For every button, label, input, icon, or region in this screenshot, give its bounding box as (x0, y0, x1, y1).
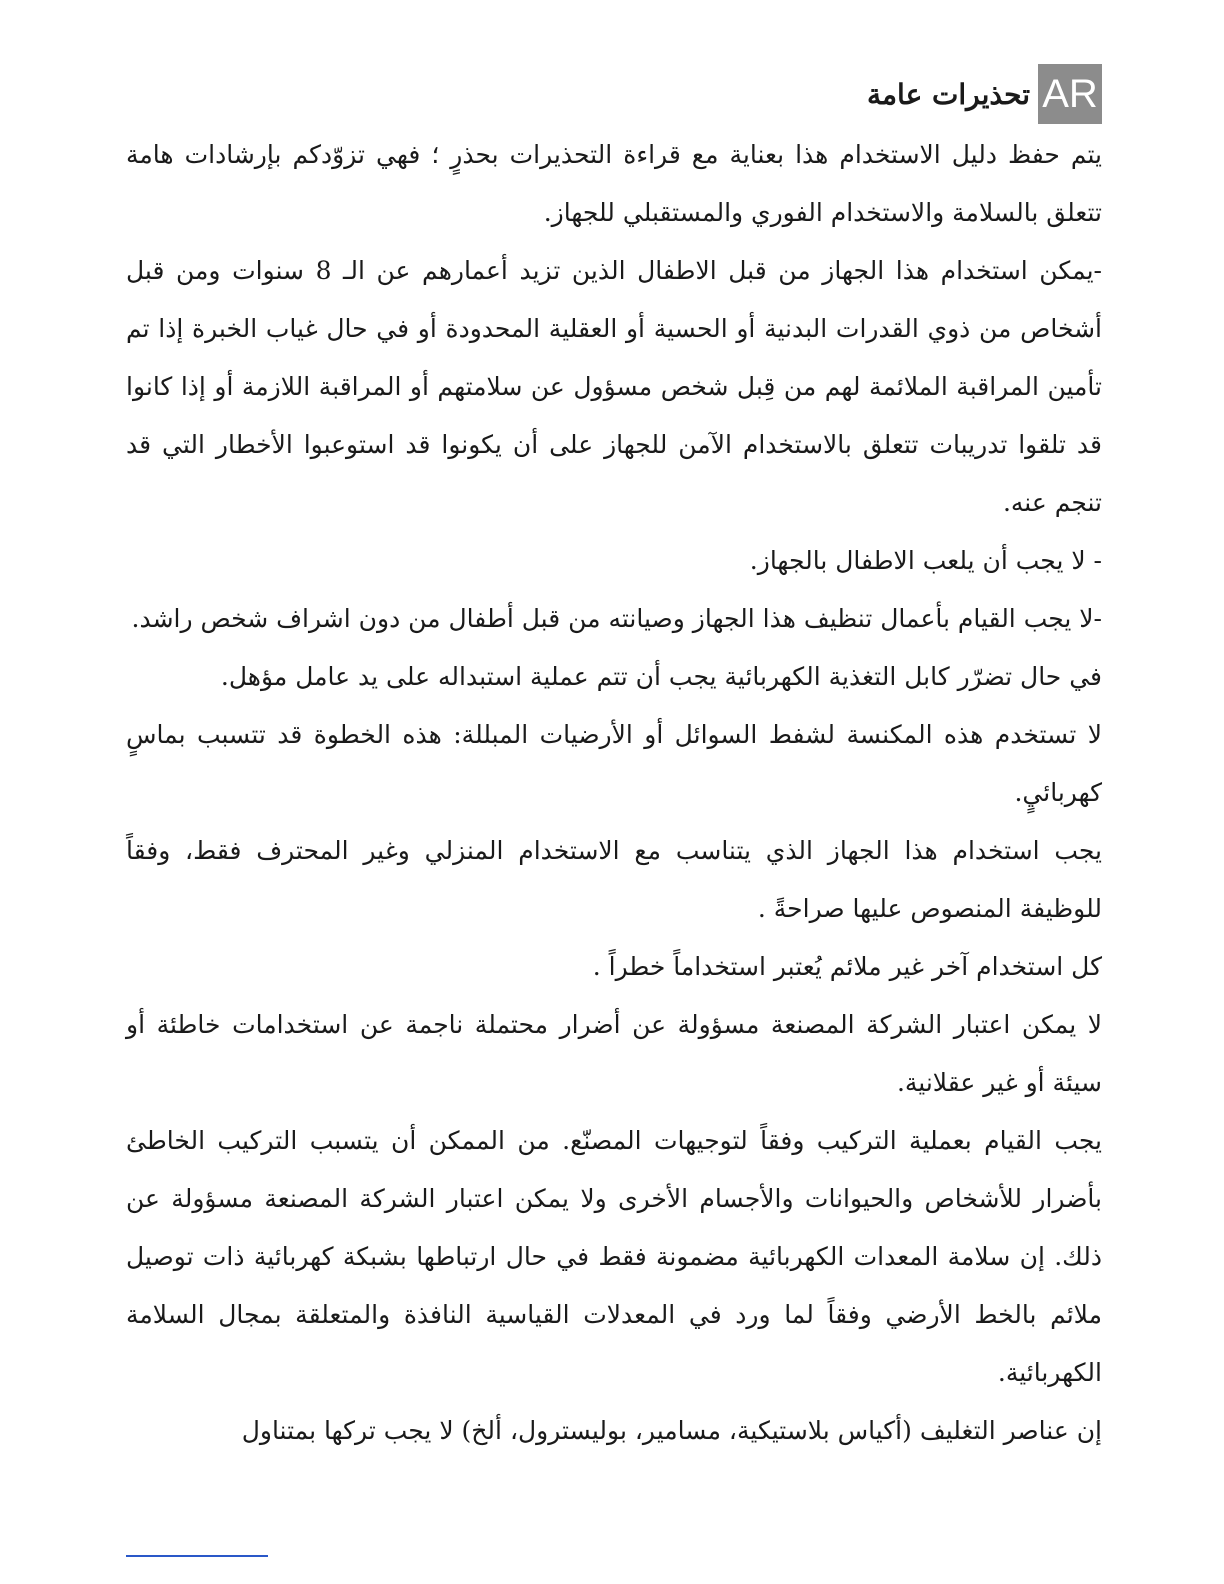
paragraph-liability: لا يمكن اعتبار الشركة المصنعة مسؤولة عن أضرار محتملة ناجمة عن استخدامات خاطئة أو سيئة أو غير عقلانية. (126, 1010, 1102, 1097)
paragraph-liquids-warning: لا تستخدم هذه المكنسة لشفط السوائل أو الأرضيات المبللة: هذه الخطوة قد تتسبب بماسٍ كهربائيٍ. (126, 720, 1102, 807)
paragraph-children-play: - لا يجب أن يلعب الاطفال بالجهاز. (749, 546, 1102, 575)
section-title: تحذيرات عامة (867, 77, 1030, 111)
paragraph-improper-use: كل استخدام آخر غير ملائم يُعتبر استخداماً خطراً . (592, 952, 1102, 981)
paragraph-packaging: إن عناصر التغليف (أكياس بلاستيكية، مسامير، بوليسترول، ألخ) لا يجب تركها بمتناول (241, 1416, 1102, 1445)
footnote-divider (126, 1555, 268, 1557)
language-badge: AR (1038, 64, 1102, 124)
paragraph-children-usage: -يمكن استخدام هذا الجهاز من قبل الاطفال الذين تزيد أعمارهم عن الـ 8 سنوات ومن قبل أشخاص من ذوي القدرات البدنية أو الحسية أو العقلية المحدودة أو في حال غياب الخبرة إذا تم تأمين المراقبة الملائمة لهم من قِبل شخص مسؤول عن سلامتهم أو المراقبة اللازمة أو إذا كانوا قد تلقوا تدريبات تتعلق بالاستخدام الآمن للجهاز على أن يكونوا قد استوعبوا الأخطار التي قد تنجم عنه. (126, 256, 1102, 517)
warnings-body (126, 126, 1102, 1460)
paragraph-household-use: يجب استخدام هذا الجهاز الذي يتناسب مع الاستخدام المنزلي وغير المحترف فقط، وفقاً للوظيفة المنصوص عليها صراحةً . (126, 836, 1102, 923)
paragraph-intro: يتم حفظ دليل الاستخدام هذا بعناية مع قراءة التحذيرات بحذرٍ ؛ فهي تزوّدكم بإرشادات هامة تتعلق بالسلامة والاستخدام الفوري والمستقبلي للجهاز. (126, 140, 1102, 227)
section-header (867, 64, 1102, 124)
paragraph-power-cable: في حال تضرّر كابل التغذية الكهربائية يجب أن تتم عملية استبداله على يد عامل مؤهل. (220, 662, 1102, 691)
paragraph-installation: يجب القيام بعملية التركيب وفقاً لتوجيهات المصنّع. من الممكن أن يتسبب التركيب الخاطئ بأضرار للأشخاص والحيوانات والأجسام الأخرى ولا يمكن اعتبار الشركة المصنعة مسؤولة عن ذلك. إن سلامة المعدات الكهربائية مضمونة فقط في حال ارتباطها بشبكة كهربائية ذات توصيل ملائم بالخط الأرضي وفقاً لما ورد في المعدلات القياسية النافذة والمتعلقة بمجال السلامة الكهربائية. (126, 1126, 1102, 1387)
paragraph-cleaning-supervision: -لا يجب القيام بأعمال تنظيف هذا الجهاز وصيانته من قبل أطفال من دون اشراف شخص راشد. (131, 604, 1102, 633)
